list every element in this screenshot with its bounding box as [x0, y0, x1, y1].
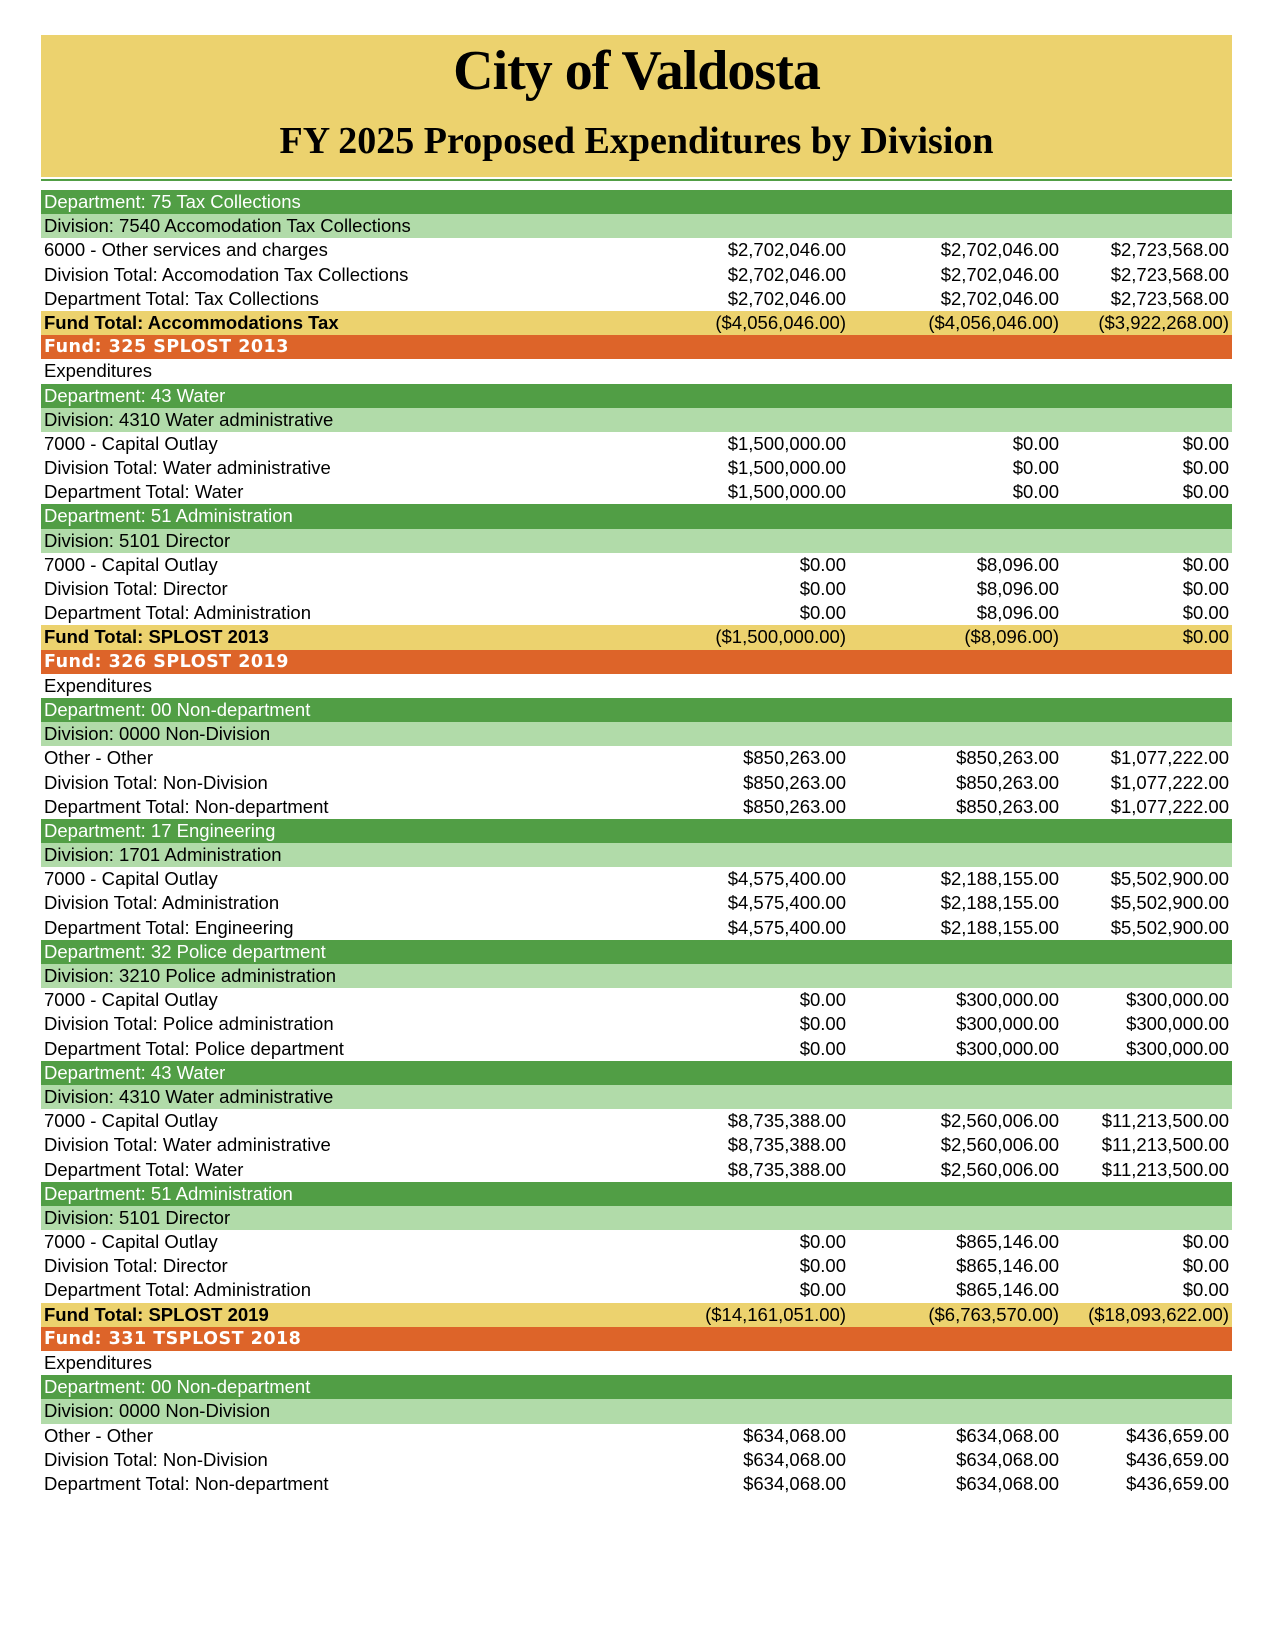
row-label: Division Total: Non-Division [44, 771, 268, 793]
division-row [41, 843, 1232, 867]
row-label: 7000 - Capital Outlay [44, 432, 218, 454]
amount-col-3: $300,000.00 [1126, 989, 1229, 1011]
expenditure-table [41, 190, 1232, 1496]
amount-col-1: $850,263.00 [743, 771, 846, 793]
amount-col-1: $8,735,388.00 [727, 1134, 846, 1156]
row-label: Department Total: Tax Collections [44, 287, 319, 309]
amount-col-2: $634,068.00 [956, 1472, 1059, 1494]
amount-col-2: $2,702,046.00 [940, 287, 1059, 309]
amount-col-2: $2,188,155.00 [940, 868, 1059, 890]
row-label: 7000 - Capital Outlay [44, 989, 218, 1011]
row-label: Division: 5101 Director [44, 529, 231, 551]
amount-col-2: $0.00 [1012, 432, 1059, 454]
amount-col-2: $300,000.00 [956, 989, 1059, 1011]
department-row [41, 504, 1232, 528]
row-label: Expenditures [44, 674, 152, 696]
row-label: Division Total: Administration [44, 892, 280, 914]
row-label: Department: 51 Administration [44, 505, 293, 527]
amount-col-3: ($3,922,268.00) [1098, 311, 1229, 333]
fund-row [41, 335, 1232, 359]
amount-col-3: $2,723,568.00 [1110, 239, 1229, 261]
row-label: Department: 51 Administration [44, 1182, 293, 1204]
amount-col-1: ($4,056,046.00) [715, 311, 846, 333]
amount-col-2: $2,188,155.00 [940, 916, 1059, 938]
fund-total-row [41, 1303, 1232, 1327]
division-row [41, 1085, 1232, 1109]
header-divider [41, 179, 1232, 181]
row-label: Department Total: Non-department [44, 1472, 329, 1494]
row-label: 7000 - Capital Outlay [44, 1110, 218, 1132]
amount-col-3: $0.00 [1182, 1231, 1229, 1253]
amount-col-3: $436,659.00 [1126, 1472, 1229, 1494]
line-item-row [41, 577, 1232, 601]
amount-col-1: ($14,161,051.00) [705, 1303, 846, 1325]
amount-col-3: $2,723,568.00 [1110, 263, 1229, 285]
line-item-row [41, 480, 1232, 504]
department-row [41, 819, 1232, 843]
amount-col-2: $0.00 [1012, 481, 1059, 503]
amount-col-1: $0.00 [799, 553, 846, 575]
amount-col-1: $0.00 [799, 602, 846, 624]
row-label: Division Total: Director [44, 578, 228, 599]
amount-col-1: $4,575,400.00 [727, 892, 846, 914]
row-label: Expenditures [44, 360, 152, 382]
amount-col-3: $0.00 [1182, 1279, 1229, 1301]
amount-col-3: $0.00 [1182, 457, 1229, 479]
line-item-row [41, 553, 1232, 577]
amount-col-2: ($8,096.00) [964, 626, 1059, 648]
amount-col-1: $1,500,000.00 [727, 432, 846, 454]
amount-col-1: $0.00 [799, 578, 846, 599]
line-item-row [41, 1254, 1232, 1278]
report-header [41, 35, 1232, 177]
amount-col-1: $850,263.00 [743, 795, 846, 817]
department-row [41, 190, 1232, 214]
line-item-row [41, 867, 1232, 891]
line-item-row [41, 601, 1232, 625]
department-row [41, 940, 1232, 964]
amount-col-1: $1,500,000.00 [727, 481, 846, 503]
amount-col-2: $2,560,006.00 [940, 1110, 1059, 1132]
row-label: Fund: 331 TSPLOST 2018 [44, 1328, 302, 1349]
amount-col-2: $8,096.00 [976, 578, 1059, 599]
row-label: Department: 00 Non-department [44, 698, 311, 720]
department-row [41, 1182, 1232, 1206]
amount-col-2: $850,263.00 [956, 771, 1059, 793]
line-item-row [41, 988, 1232, 1012]
line-item-row [41, 238, 1232, 262]
page-subtitle: FY 2025 Proposed Expenditures by Division [279, 120, 994, 162]
line-item-row [41, 263, 1232, 287]
amount-col-1: $8,735,388.00 [727, 1158, 846, 1180]
row-label: 6000 - Other services and charges [44, 239, 328, 261]
amount-col-3: $0.00 [1182, 602, 1229, 624]
amount-col-3: $5,502,900.00 [1110, 868, 1229, 890]
amount-col-1: $4,575,400.00 [727, 868, 846, 890]
row-label: Division: 0000 Non-Division [44, 723, 271, 745]
division-row [41, 1206, 1232, 1230]
row-label: Department Total: Water [44, 481, 244, 503]
amount-col-3: ($18,093,622.00) [1088, 1303, 1229, 1325]
amount-col-3: $0.00 [1182, 432, 1229, 454]
amount-col-2: ($6,763,570.00) [928, 1303, 1059, 1325]
row-label: Department: 32 Police department [44, 940, 326, 962]
division-row [41, 214, 1232, 238]
amount-col-2: $2,702,046.00 [940, 263, 1059, 285]
fund-row [41, 650, 1232, 674]
row-label: Expenditures [44, 1352, 152, 1373]
row-label: Division: 7540 Accomodation Tax Collections [44, 215, 411, 237]
amount-col-2: $8,096.00 [976, 553, 1059, 575]
line-item-row [41, 1424, 1232, 1448]
amount-col-3: $300,000.00 [1126, 1037, 1229, 1059]
row-label: Department: 75 Tax Collections [44, 191, 301, 212]
amount-col-1: ($1,500,000.00) [715, 626, 846, 648]
division-row [41, 529, 1232, 553]
amount-col-3: $0.00 [1182, 481, 1229, 503]
line-item-row [41, 287, 1232, 311]
row-label: Division Total: Accomodation Tax Collections [44, 263, 409, 285]
row-label: Department: 43 Water [44, 384, 226, 406]
line-item-row [41, 456, 1232, 480]
amount-col-1: $0.00 [799, 1013, 846, 1035]
amount-col-2: $865,146.00 [956, 1255, 1059, 1277]
line-item-row [41, 1012, 1232, 1036]
amount-col-3: $11,213,500.00 [1101, 1158, 1229, 1180]
row-label: Department Total: Water [44, 1158, 244, 1180]
amount-col-2: $634,068.00 [956, 1424, 1059, 1446]
row-label: Fund Total: Accommodations Tax [44, 311, 339, 333]
row-label: Other - Other [44, 747, 153, 769]
amount-col-3: $0.00 [1182, 1255, 1229, 1277]
division-row [41, 964, 1232, 988]
amount-col-3: $1,077,222.00 [1110, 747, 1229, 769]
amount-col-3: $436,659.00 [1126, 1448, 1229, 1470]
amount-col-1: $0.00 [799, 1279, 846, 1301]
fund-total-row [41, 625, 1232, 649]
amount-col-1: $0.00 [799, 1231, 846, 1253]
amount-col-3: $5,502,900.00 [1110, 916, 1229, 938]
amount-col-2: $2,188,155.00 [940, 892, 1059, 914]
amount-col-1: $634,068.00 [743, 1448, 846, 1470]
row-label: Division: 0000 Non-Division [44, 1400, 271, 1422]
amount-col-3: $11,213,500.00 [1101, 1110, 1229, 1132]
amount-col-1: $0.00 [799, 989, 846, 1011]
amount-col-1: $2,702,046.00 [727, 263, 846, 285]
line-item-row [41, 795, 1232, 819]
row-label: Department: 00 Non-department [44, 1376, 311, 1398]
department-row [41, 1061, 1232, 1085]
amount-col-3: $0.00 [1182, 626, 1229, 648]
line-item-row [41, 1351, 1232, 1375]
amount-col-3: $1,077,222.00 [1110, 795, 1229, 817]
row-label: Department Total: Engineering [44, 916, 294, 938]
row-label: Department: 43 Water [44, 1061, 226, 1083]
row-label: Division Total: Water administrative [44, 1134, 331, 1156]
amount-col-1: $1,500,000.00 [727, 457, 846, 479]
line-item-row [41, 1109, 1232, 1133]
line-item-row [41, 891, 1232, 915]
row-label: Fund: 326 SPLOST 2019 [44, 651, 289, 672]
row-label: Department Total: Administration [44, 602, 312, 624]
amount-col-2: $2,702,046.00 [940, 239, 1059, 261]
line-item-row [41, 916, 1232, 940]
row-label: 7000 - Capital Outlay [44, 1231, 218, 1253]
amount-col-2: $8,096.00 [976, 602, 1059, 624]
amount-col-2: $2,560,006.00 [940, 1134, 1059, 1156]
row-label: 7000 - Capital Outlay [44, 868, 218, 890]
row-label: Fund Total: SPLOST 2019 [44, 1303, 269, 1325]
amount-col-1: $4,575,400.00 [727, 916, 846, 938]
row-label: 7000 - Capital Outlay [44, 553, 218, 575]
page-title: City of Valdosta [453, 40, 820, 102]
fund-row [41, 1327, 1232, 1351]
amount-col-1: $2,702,046.00 [727, 239, 846, 261]
row-label: Division Total: Police administration [44, 1013, 334, 1035]
line-item-row [41, 746, 1232, 770]
amount-col-2: $850,263.00 [956, 747, 1059, 769]
row-label: Division: 5101 Director [44, 1206, 231, 1228]
division-row [41, 722, 1232, 746]
row-label: Division Total: Water administrative [44, 457, 331, 479]
amount-col-2: $300,000.00 [956, 1013, 1059, 1035]
row-label: Division: 1701 Administration [44, 844, 282, 866]
department-row [41, 384, 1232, 408]
amount-col-2: $2,560,006.00 [940, 1158, 1059, 1180]
row-label: Fund: 325 SPLOST 2013 [44, 337, 289, 358]
line-item-row [41, 674, 1232, 698]
amount-col-3: $5,502,900.00 [1110, 892, 1229, 914]
amount-col-3: $436,659.00 [1126, 1424, 1229, 1446]
division-row [41, 1399, 1232, 1423]
row-label: Division: 3210 Police administration [44, 965, 337, 986]
amount-col-1: $634,068.00 [743, 1424, 846, 1446]
department-row [41, 698, 1232, 722]
amount-col-3: $1,077,222.00 [1110, 771, 1229, 793]
amount-col-2: ($4,056,046.00) [928, 311, 1059, 333]
row-label: Division: 4310 Water administrative [44, 408, 334, 430]
line-item-row [41, 432, 1232, 456]
line-item-row [41, 1158, 1232, 1182]
row-label: Department Total: Police department [44, 1037, 344, 1059]
amount-col-3: $2,723,568.00 [1110, 287, 1229, 309]
row-label: Division Total: Non-Division [44, 1448, 268, 1470]
amount-col-2: $850,263.00 [956, 795, 1059, 817]
amount-col-1: $2,702,046.00 [727, 287, 846, 309]
amount-col-1: $8,735,388.00 [727, 1110, 846, 1132]
row-label: Division: 4310 Water administrative [44, 1085, 334, 1107]
amount-col-2: $0.00 [1012, 457, 1059, 479]
amount-col-3: $300,000.00 [1126, 1013, 1229, 1035]
division-row [41, 408, 1232, 432]
row-label: Department: 17 Engineering [44, 819, 276, 841]
line-item-row [41, 1230, 1232, 1254]
line-item-row [41, 1037, 1232, 1061]
line-item-row [41, 1133, 1232, 1157]
amount-col-1: $850,263.00 [743, 747, 846, 769]
amount-col-1: $634,068.00 [743, 1472, 846, 1494]
row-label: Division Total: Director [44, 1255, 228, 1277]
amount-col-3: $0.00 [1182, 578, 1229, 599]
amount-col-2: $865,146.00 [956, 1231, 1059, 1253]
row-label: Department Total: Administration [44, 1279, 312, 1301]
line-item-row [41, 359, 1232, 383]
department-row [41, 1375, 1232, 1399]
amount-col-3: $11,213,500.00 [1101, 1134, 1229, 1156]
amount-col-2: $300,000.00 [956, 1037, 1059, 1059]
amount-col-2: $634,068.00 [956, 1448, 1059, 1470]
amount-col-1: $0.00 [799, 1255, 846, 1277]
row-label: Department Total: Non-department [44, 795, 329, 817]
line-item-row [41, 1278, 1232, 1302]
amount-col-2: $865,146.00 [956, 1279, 1059, 1301]
line-item-row [41, 1448, 1232, 1472]
fund-total-row [41, 311, 1232, 335]
row-label: Other - Other [44, 1424, 153, 1446]
line-item-row [41, 1472, 1232, 1496]
line-item-row [41, 771, 1232, 795]
amount-col-1: $0.00 [799, 1037, 846, 1059]
amount-col-3: $0.00 [1182, 553, 1229, 575]
row-label: Fund Total: SPLOST 2013 [44, 626, 269, 648]
